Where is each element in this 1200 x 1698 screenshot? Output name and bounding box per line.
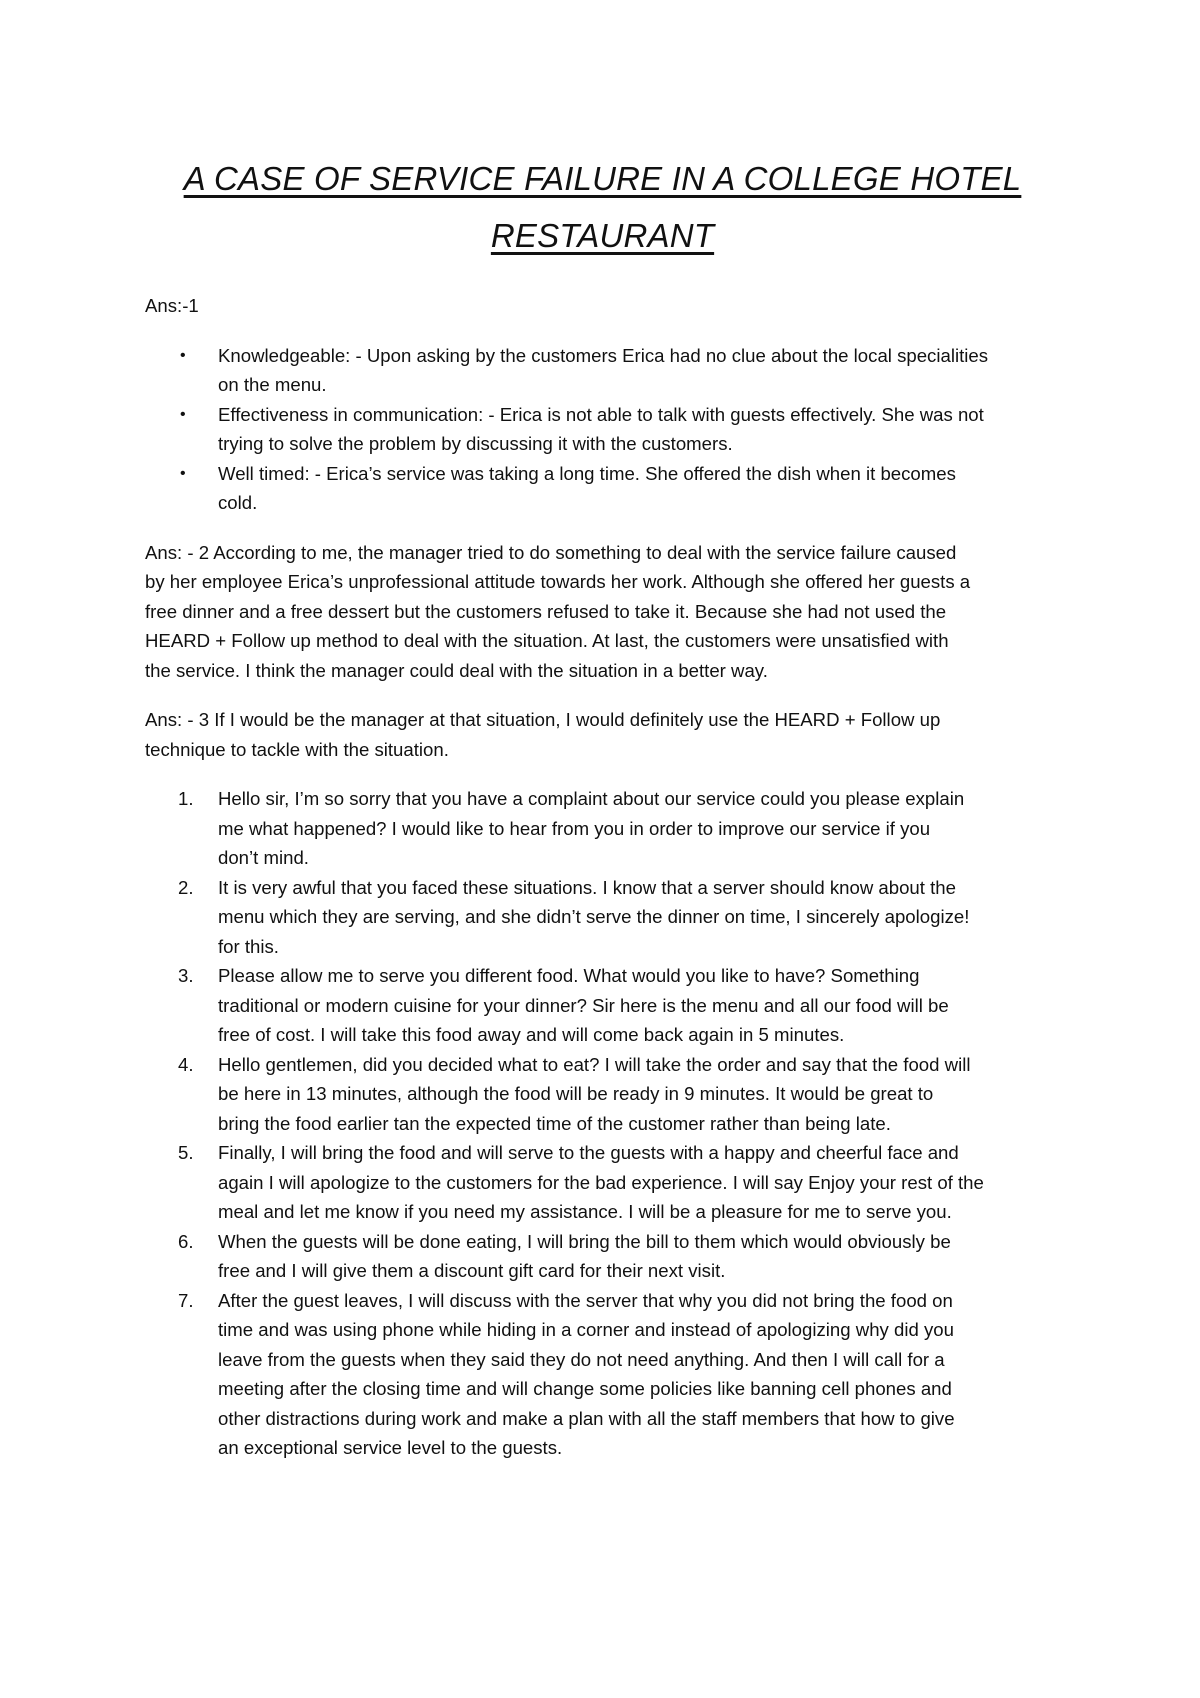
list-number: 6. xyxy=(178,1230,194,1252)
list-line: free of cost. I will take this food away and will come back again in 5 minutes. xyxy=(218,1024,845,1045)
list-line: other distractions during work and make a plan with all the staff members that how to give xyxy=(218,1407,955,1429)
list-item xyxy=(145,873,1060,962)
list-line: me what happened? I would like to hear from you in order to improve our service if you xyxy=(218,817,931,839)
list-line: free and I will give them a discount gift card for their next visit. xyxy=(218,1260,726,1281)
list-line: It is very awful that you faced these situations. I know that a server should know about the xyxy=(218,876,956,898)
list-line: When the guests will be done eating, I will bring the bill to them which would obviously be xyxy=(218,1230,951,1252)
bullet-line: Effectiveness in communication: - Erica is not able to talk with guests effectively. She was not xyxy=(218,403,984,425)
list-line: Please allow me to serve you different food. What would you like to have? Something xyxy=(218,965,920,986)
list-line: menu which they are serving, and she didn’t serve the dinner on time, I sincerely apologize! xyxy=(218,906,970,927)
title-line-1: A CASE OF SERVICE FAILURE IN A COLLEGE HOTEL xyxy=(183,160,1022,197)
paragraph-line: Ans: - 2 According to me, the manager tried to do something to deal with the service failure caused xyxy=(145,541,957,563)
answer-2-paragraph xyxy=(145,538,1060,686)
bullet-icon: • xyxy=(180,464,186,482)
list-number: 4. xyxy=(178,1053,194,1075)
bullet-item-communication xyxy=(145,400,1060,459)
list-number: 7. xyxy=(178,1289,194,1311)
list-item xyxy=(145,1138,1060,1227)
bullet-line: on the menu. xyxy=(218,374,327,395)
paragraph-line: HEARD + Follow up method to deal with the situation. At last, the customers were unsatisfied with xyxy=(145,630,949,651)
list-line: meal and let me know if you need my assistance. I will be a pleasure for me to serve you. xyxy=(218,1201,952,1222)
list-line: for this. xyxy=(218,935,279,957)
document-title xyxy=(145,150,1060,264)
list-line: again I will apologize to the customers for the bad experience. I will say Enjoy your rest of the xyxy=(218,1171,984,1193)
list-item xyxy=(145,1227,1060,1286)
list-item xyxy=(145,1050,1060,1139)
list-item xyxy=(145,1286,1060,1463)
answer-1-bullet-list xyxy=(145,341,1060,518)
bullet-line: Well timed: - Erica’s service was taking a long time. She offered the dish when it becomes xyxy=(218,462,956,484)
list-line: traditional or modern cuisine for your dinner? Sir here is the menu and all our food will be xyxy=(218,994,949,1016)
list-line: leave from the guests when they said they do not need anything. And then I will call for a xyxy=(218,1348,945,1370)
list-line: Hello gentlemen, did you decided what to eat? I will take the order and say that the food will xyxy=(218,1053,971,1075)
list-number: 1. xyxy=(178,788,194,809)
list-line: an exceptional service level to the guests. xyxy=(218,1437,563,1458)
list-item xyxy=(145,784,1060,873)
list-line: time and was using phone while hiding in a corner and instead of apologizing why did you xyxy=(218,1319,954,1340)
title-line-2: RESTAURANT xyxy=(490,217,715,254)
list-line: meeting after the closing time and will change some policies like banning cell phones and xyxy=(218,1378,952,1399)
list-line: be here in 13 minutes, although the food will be ready in 9 minutes. It would be great to xyxy=(218,1083,934,1104)
list-item xyxy=(145,961,1060,1050)
bullet-item-knowledgeable xyxy=(145,341,1060,400)
list-number: 3. xyxy=(178,965,194,986)
bullet-line: trying to solve the problem by discussing it with the customers. xyxy=(218,433,733,454)
bullet-icon: • xyxy=(180,346,186,364)
paragraph-line: the service. I think the manager could deal with the situation in a better way. xyxy=(145,659,768,681)
list-number: 5. xyxy=(178,1142,194,1163)
answer-1-label: Ans:-1 xyxy=(145,295,199,316)
paragraph-line: technique to tackle with the situation. xyxy=(145,738,449,760)
document-body xyxy=(145,150,1060,1463)
list-line: After the guest leaves, I will discuss with the server that why you did not bring the food on xyxy=(218,1289,953,1311)
bullet-line: cold. xyxy=(218,492,258,513)
bullet-line: Knowledgeable: - Upon asking by the customers Erica had no clue about the local specialities xyxy=(218,344,989,366)
list-line: Hello sir, I’m so sorry that you have a complaint about our service could you please explain xyxy=(218,788,965,809)
list-line: bring the food earlier tan the expected time of the customer rather than being late. xyxy=(218,1112,891,1134)
paragraph-line: free dinner and a free dessert but the customers refused to take it. Because she had not used the xyxy=(145,600,947,622)
answer-3-numbered-list xyxy=(145,784,1060,1463)
list-number: 2. xyxy=(178,876,194,898)
bullet-icon: • xyxy=(180,405,186,423)
paragraph-line: Ans: - 3 If I would be the manager at that situation, I would definitely use the HEARD + Follow up xyxy=(145,709,941,730)
paragraph-line: by her employee Erica’s unprofessional attitude towards her work. Although she offered her guests a xyxy=(145,571,971,592)
answer-3-intro xyxy=(145,705,1060,764)
list-line: Finally, I will bring the food and will serve to the guests with a happy and cheerful face and xyxy=(218,1142,959,1163)
list-line: don’t mind. xyxy=(218,847,309,868)
bullet-item-well-timed xyxy=(145,459,1060,518)
